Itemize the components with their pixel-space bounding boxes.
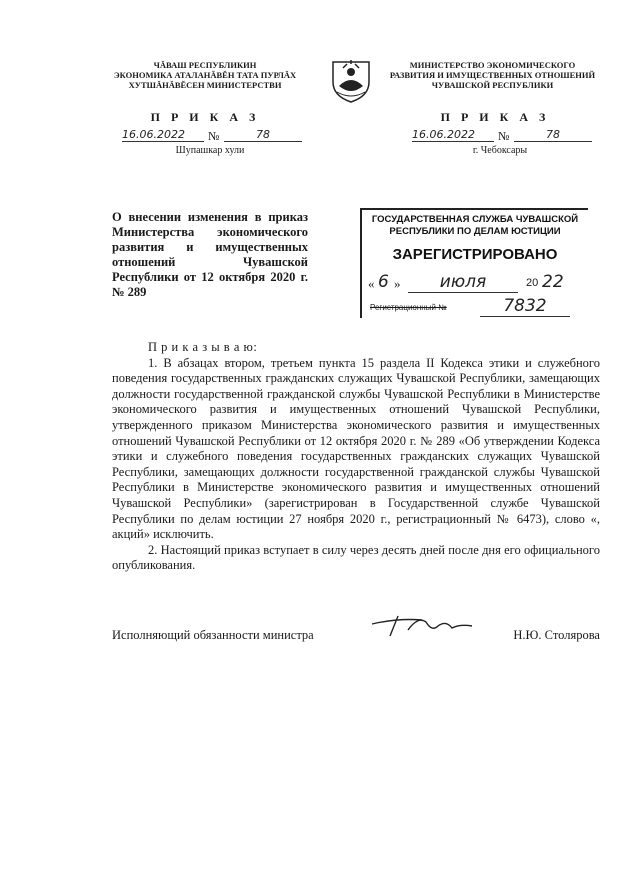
stamp-date-row: « 6 » июля 20 22	[368, 272, 564, 292]
stamp-line1: ГОСУДАРСТВЕННАЯ СЛУЖБА ЧУВАШСКОЙ	[371, 214, 579, 225]
body-intro: П р и к а з ы в а ю:	[148, 340, 258, 354]
registration-stamp	[360, 208, 588, 316]
signature-position: Исполняющий обязанности министра	[112, 628, 314, 642]
stamp-registered: ЗАРЕГИСТРИРОВАНО	[392, 246, 558, 263]
header-left-line: ЧĂВАШ РЕСПУБЛИКИН	[153, 60, 257, 70]
place-left: Шупашкар хули	[175, 145, 245, 156]
header-right-line: ЧУВАШСКОЙ РЕСПУБЛИКИ	[431, 80, 554, 90]
date-right: 16.06.2022	[412, 128, 494, 142]
header-left	[95, 60, 315, 90]
header-right	[385, 60, 600, 90]
document-title: О внесении изменения в приказ Министерства экономического развития и имущественных отношений Чувашской Республики от 12 октября 2020 г. № 289	[112, 210, 308, 299]
stamp-reg-label: Регистрационный №	[370, 303, 447, 312]
header-left-line: ХУТШĂНĂВĔСЕН МИНИСТЕРСТВИ	[128, 80, 282, 90]
stamp-month: июля	[408, 272, 518, 293]
header-left-line: ЭКОНОМИКА АТАЛАНĂВĔН ТАТА ПУРЛĂХ	[113, 70, 297, 80]
number-sign-right: №	[498, 129, 510, 143]
stamp-day: 6	[378, 272, 389, 292]
stamp-line2: РЕСПУБЛИКИ ПО ДЕЛАМ ЮСТИЦИИ	[389, 226, 561, 237]
body-paragraph-1: 1. В абзацах втором, третьем пункта 15 раздела II Кодекса этики и служебного поведения государственных гражданских служащих Чувашской Республики, замещающих должности государственной гражданской службы Чувашской Республики в Министерстве экономического развития и имущественных отношений Чувашской Республики, утвержденного приказом Министерства экономического развития и имущественных отношений Чувашской Республики от 12 октября 2020 г. № 289 «Об утверждении Кодекса этики и служебного поведения государственных гражданских служащих Чувашской Республики, замещающих должности государственной гражданской службы Чувашской Республики в Министерстве экономического развития и имущественных отношений Чувашской Республики» (зарегистрирован в Государственной службе Чувашской Республики по делам юстиции 27 ноября 2020 г., регистрационный № 6473), слово «, акций» исключить.	[112, 355, 600, 542]
stamp-reg-row	[370, 296, 582, 316]
stamp-reg-number: 7832	[480, 296, 570, 317]
document-body	[112, 340, 600, 574]
number-sign-left: №	[208, 129, 220, 143]
number-left: 78	[224, 128, 302, 142]
stamp-year-prefix: 20	[526, 277, 539, 289]
prikaz-left: П Р И К А З	[150, 110, 260, 124]
place-right: г. Чебоксары	[472, 145, 528, 156]
date-number-left	[122, 128, 302, 144]
stamp-year-suffix: 22	[542, 272, 564, 292]
signature-name: Н.Ю. Столярова	[513, 628, 600, 642]
prikaz-right: П Р И К А З	[440, 110, 550, 124]
header-right-line: МИНИСТЕРСТВО ЭКОНОМИЧЕСКОГО	[409, 60, 576, 70]
date-left: 16.06.2022	[122, 128, 204, 142]
number-right: 78	[514, 128, 592, 142]
header-right-line: РАЗВИТИЯ И ИМУЩЕСТВЕННЫХ ОТНОШЕНИЙ	[389, 70, 596, 80]
emblem-icon	[329, 56, 373, 104]
date-number-right	[412, 128, 592, 144]
body-paragraph-2: 2. Настоящий приказ вступает в силу через десять дней после дня его официального опубликования.	[112, 542, 600, 573]
signature-mark-icon	[368, 612, 478, 640]
